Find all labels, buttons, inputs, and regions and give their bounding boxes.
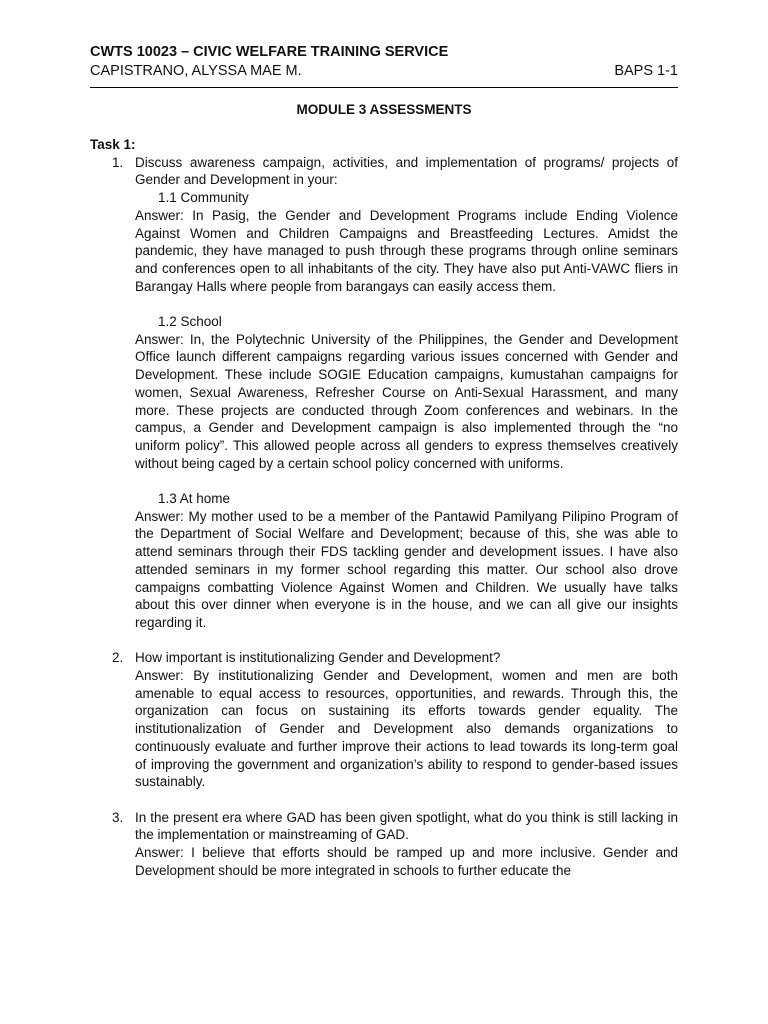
answer-text: Answer: In Pasig, the Gender and Development Programs include Ending Violence Against Women and Children Campaigns and Breastfeeding Lectures. Amidst the pandemic, they have managed to push through these programs through online seminars and conferences open to all inhabitants of the city. They have also put Anti-VAWC fliers in Barangay Halls where people from barangays can easily access them. — [135, 207, 678, 294]
task-label: Task 1: — [90, 137, 136, 152]
questions-list — [90, 154, 678, 880]
subsection-label: 1.3 At home — [158, 491, 231, 507]
question-number: 3. — [112, 809, 124, 825]
question-item — [90, 809, 678, 880]
answer-text: Answer: By institutionalizing Gender and Development, women and men are both amenable to equal access to resources, opportunities, and rewards. Through this, the organization can focus on sustaining its efforts towards gender equality. The institutionalization of Gender and Development also demands organizations to continuously evaluate and further improve their actions to lead towards its long-term goal of improving the government and organization’s ability to respond to gender-based issues sustainably. — [135, 668, 678, 790]
question-item — [90, 649, 678, 791]
student-row — [90, 62, 678, 81]
question-text: How important is institutionalizing Gender and Development? — [135, 650, 501, 666]
question-text: In the present era where GAD has been given spotlight, what do you think is still lacking in the implementation or mainstreaming of GAD. — [135, 809, 678, 843]
question-number: 2. — [112, 650, 124, 666]
module-title: MODULE 3 ASSESSMENTS — [296, 102, 472, 117]
answer-text: Answer: My mother used to be a member of the Pantawid Pamilyang Pilipino Program of the Department of Social Welfare and Development; because of this, she was able to attend seminars through their FDS tackling gender and development issues. I have also attended seminars in my former school regarding this matter. Our school also drove campaigns combatting Violence Against Women and Children. We usually have talks about this over dinner when everyone is in the house, and we can all give our insights regarding it. — [135, 508, 678, 630]
student-name: CAPISTRANO, ALYSSA MAE M. — [90, 63, 302, 79]
subsection-label: 1.1 Community — [158, 190, 249, 206]
subsection-label: 1.2 School — [158, 314, 222, 330]
answer-text: Answer: In, the Polytechnic University of the Philippines, the Gender and Development Office launch different campaigns regarding various issues concerned with Gender and Development. These include SOGIE Education campaigns, kumustahan campaigns for women, Sexual Awareness, Refresher Course on Anti-Sexual Harassment, and many more. These projects are conducted through Zoom conferences and webinars. In the campus, a Gender and Development campaign is also implemented through the “no uniform policy”. This allowed people across all genders to express themselves creatively without being caged by a certain school policy concerned with uniforms. — [135, 331, 678, 471]
answer-text: Answer: I believe that efforts should be ramped up and more inclusive. Gender and Development should be more integrated in schools to further educate the — [135, 845, 678, 878]
student-section: BAPS 1-1 — [614, 63, 678, 79]
question-item — [90, 154, 678, 632]
course-title: CWTS 10023 – CIVIC WELFARE TRAINING SERVICE — [90, 44, 449, 60]
question-number: 1. — [112, 154, 124, 170]
header-divider — [90, 87, 678, 88]
question-text: Discuss awareness campaign, activities, and implementation of programs/ projects of Gender and Development in your: — [135, 154, 678, 188]
